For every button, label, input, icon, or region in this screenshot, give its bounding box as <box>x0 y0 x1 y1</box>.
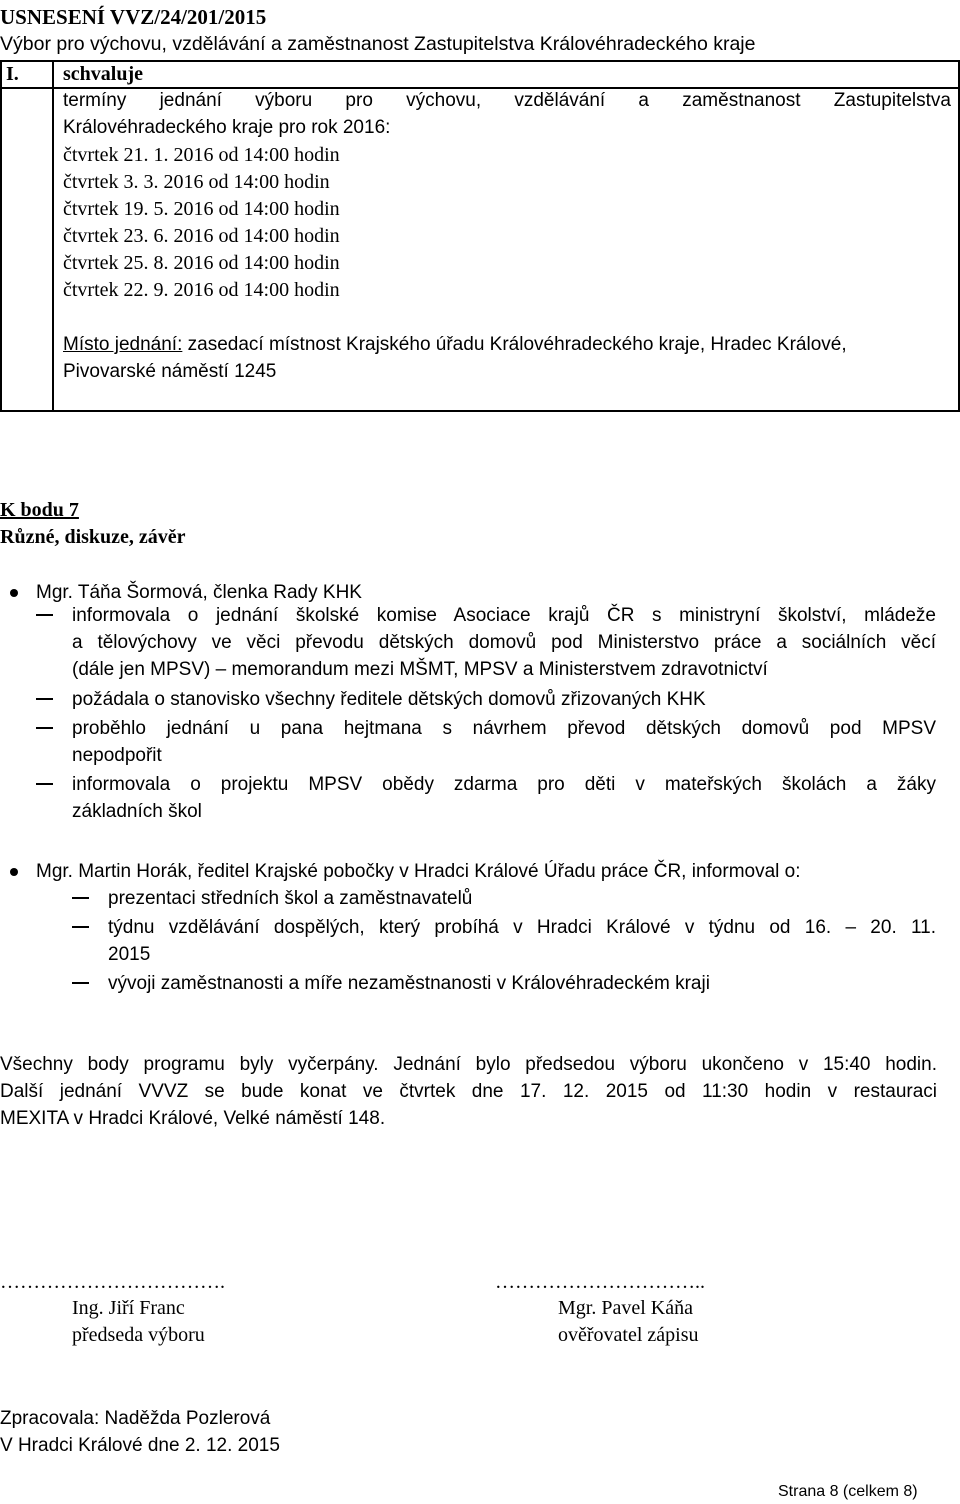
closing-line: Další jednání VVVZ se bude konat ve čtvrtek dne 17. 12. 2015 od 11:30 hodin v restauraci <box>0 1081 937 1102</box>
section-subheading: Různé, diskuze, závěr <box>0 526 186 548</box>
speaker-item-line: proběhlo jednání u pana hejtmana s návrhem převod dětských domovů pod MPSV <box>72 718 936 739</box>
committee-name: Výbor pro výchovu, vzdělávání a zaměstnanost Zastupitelstva Královéhradeckého kraje <box>0 33 756 55</box>
dash-icon <box>36 727 53 729</box>
meeting-place-line1 <box>63 331 847 359</box>
signatory-role-right: ověřovatel zápisu <box>558 1324 699 1346</box>
signature-line-right: ………………………….. <box>495 1271 705 1293</box>
meeting-place-line2: Pivovarské náměstí 1245 <box>63 361 277 382</box>
speaker-name: Mgr. Táňa Šormová, členka Rady KHK <box>36 582 362 603</box>
speaker-name: Mgr. Martin Horák, ředitel Krajské pobočky v Hradci Králové Úřadu práce ČR, informoval o: <box>36 861 801 882</box>
speaker-item-line: prezentaci středních škol a zaměstnavatelů <box>108 888 473 909</box>
meeting-place-text: zasedací místnost Krajského úřadu Královéhradeckého kraje, Hradec Králové, <box>182 334 847 355</box>
bullet-icon <box>10 868 18 876</box>
signatory-role-left: předseda výboru <box>72 1324 205 1346</box>
meeting-date: čtvrtek 23. 6. 2016 od 14:00 hodin <box>63 225 340 247</box>
dash-icon <box>36 698 53 700</box>
place-date: V Hradci Králové dne 2. 12. 2015 <box>0 1435 280 1456</box>
resolution-roman: I. <box>6 63 19 85</box>
speaker-item-line: nepodpořit <box>72 745 162 766</box>
meeting-date: čtvrtek 22. 9. 2016 od 14:00 hodin <box>63 279 340 301</box>
dash-icon <box>72 926 89 928</box>
resolution-verb: schvaluje <box>63 63 143 85</box>
resolution-intro-line1: termíny jednání výboru pro výchovu, vzdělávání a zaměstnanost Zastupitelstva <box>63 90 951 111</box>
bullet-icon <box>10 589 18 597</box>
meeting-date: čtvrtek 21. 1. 2016 od 14:00 hodin <box>63 144 340 166</box>
speaker-item-line: týdnu vzdělávání dospělých, který probíhá v Hradci Králové v týdnu od 16. – 20. 11. <box>108 917 936 938</box>
meeting-place-label: Místo jednání: <box>63 334 183 355</box>
prepared-by: Zpracovala: Naděžda Pozlerová <box>0 1408 271 1429</box>
page-number: Strana 8 (celkem 8) <box>778 1483 918 1500</box>
signature-line-left: ……………………………. <box>0 1271 225 1293</box>
dash-icon <box>36 783 53 785</box>
closing-line: Všechny body programu byly vyčerpány. Jednání bylo předsedou výboru ukončeno v 15:40 hodin. <box>0 1054 937 1075</box>
resolution-number: USNESENÍ VVZ/24/201/2015 <box>0 5 267 29</box>
meeting-date: čtvrtek 3. 3. 2016 od 14:00 hodin <box>63 171 330 193</box>
speaker-item-line: (dále jen MPSV) – memorandum mezi MŠMT, MPSV a Ministerstvem zdravotnictví <box>72 659 768 680</box>
speaker-item-line: základních škol <box>72 801 202 822</box>
dash-icon <box>36 614 53 616</box>
speaker-item-line: informovala o projektu MPSV obědy zdarma pro děti v mateřských školách a žáky <box>72 774 936 795</box>
speaker-item-line: informovala o jednání školské komise Asociace krajů ČR s ministryní školství, mládeže <box>72 605 936 626</box>
speaker-item-line: a tělovýchovy ve věci převodu dětských domovů pod Ministerstvo práce a sociálních věcí <box>72 632 936 653</box>
section-heading: K bodu 7 <box>0 499 79 521</box>
speaker-item-line: 2015 <box>108 944 151 965</box>
meeting-date: čtvrtek 19. 5. 2016 od 14:00 hodin <box>63 198 340 220</box>
resolution-divider <box>52 60 54 412</box>
speaker-item-line: vývoji zaměstnanosti a míře nezaměstnanosti v Královéhradeckém kraji <box>108 973 710 994</box>
closing-line: MEXITA v Hradci Králové, Velké náměstí 148. <box>0 1108 386 1129</box>
meeting-date: čtvrtek 25. 8. 2016 od 14:00 hodin <box>63 252 340 274</box>
speaker-item-line: požádala o stanovisko všechny ředitele dětských domovů zřizovaných KHK <box>72 689 706 710</box>
resolution-intro-line2: Královéhradeckého kraje pro rok 2016: <box>63 117 391 138</box>
dash-icon <box>72 897 89 899</box>
signatory-name-right: Mgr. Pavel Káňa <box>558 1297 693 1319</box>
signatory-name-left: Ing. Jiří Franc <box>72 1297 185 1319</box>
dash-icon <box>72 982 89 984</box>
